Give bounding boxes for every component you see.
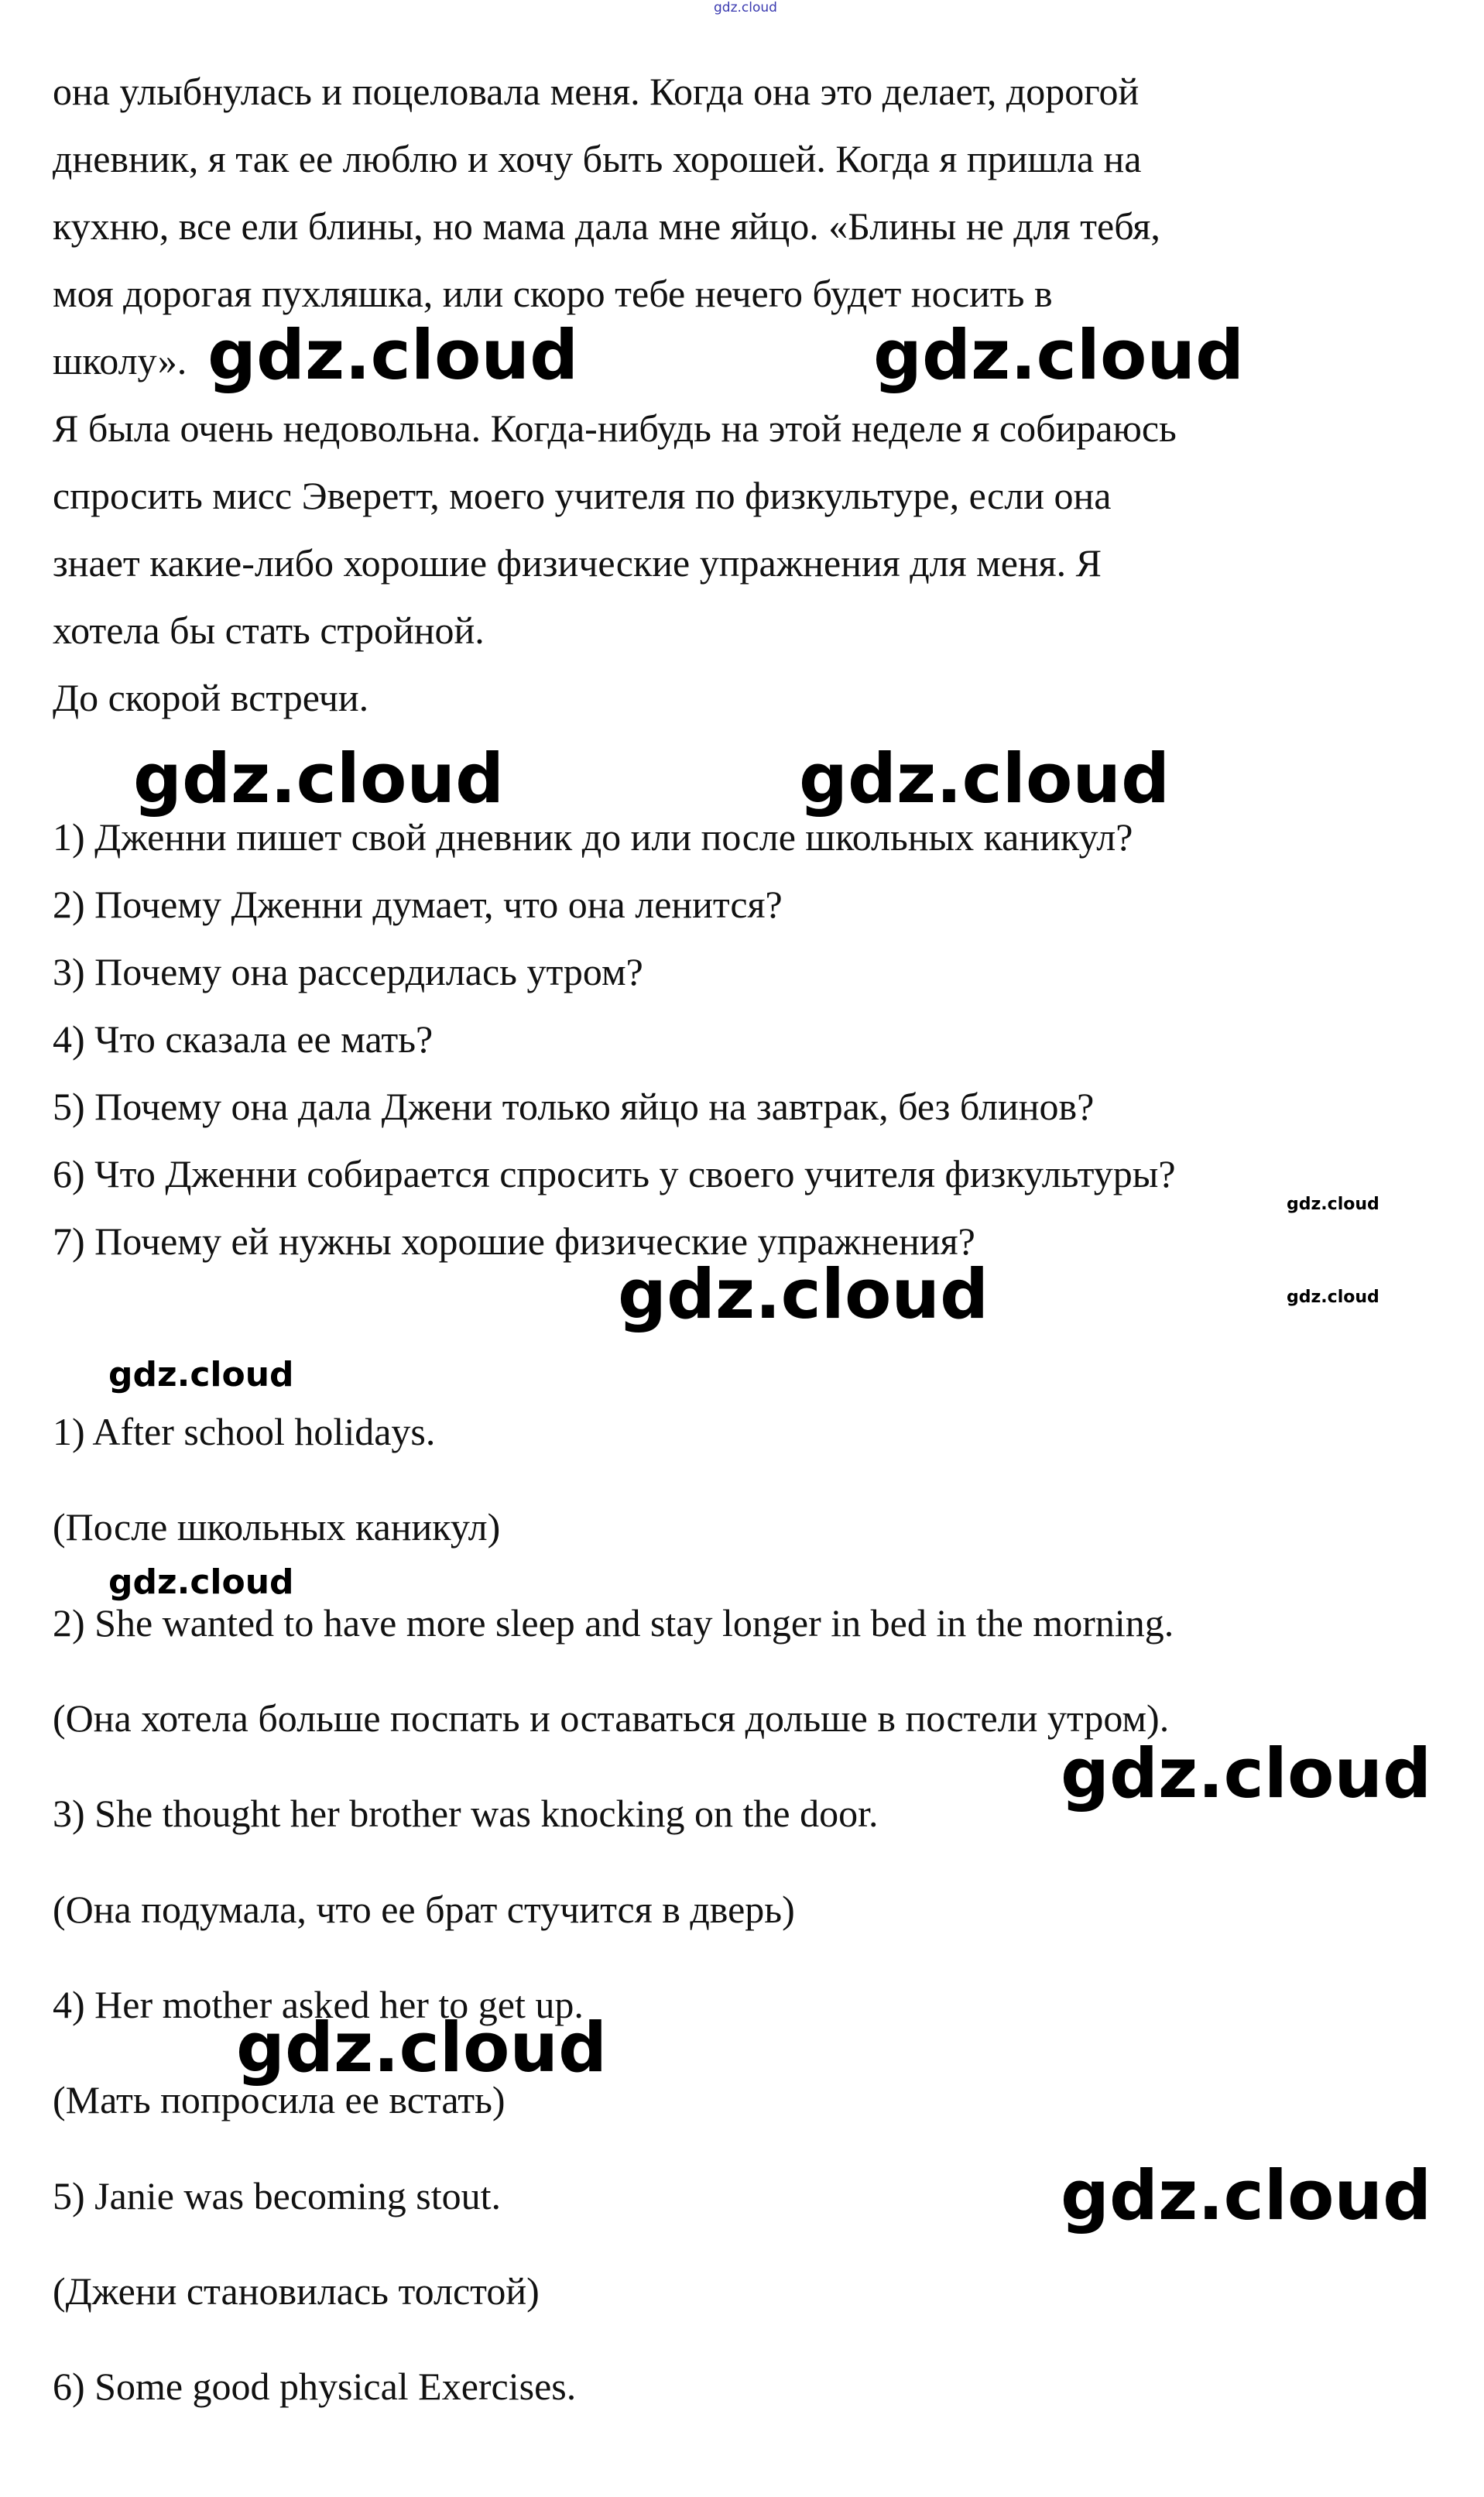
- story-line: хотела бы стать стройной.: [53, 609, 485, 652]
- story-line: Я была очень недовольна. Когда-нибудь на этой неделе я собираюсь: [53, 406, 1177, 450]
- question-item: 5) Почему она дала Джени только яйцо на завтрак, без блинов?: [53, 1085, 1095, 1128]
- story-line: спросить мисс Эверетт, моего учителя по физкультуре, если она: [53, 474, 1112, 517]
- watermark-logo: gdz.cloud: [236, 2008, 608, 2087]
- watermark-top: gdz.cloud: [714, 0, 777, 15]
- question-item: 3) Почему она рассердилась утром?: [53, 950, 643, 993]
- watermark-logo: gdz.cloud: [1287, 1288, 1379, 1307]
- story-line: моя дорогая пухляшка, или скоро тебе нечего будет носить в: [53, 272, 1053, 315]
- watermark-logo: gdz.cloud: [133, 739, 505, 818]
- answer-english: 5) Janie was becoming stout.: [53, 2174, 502, 2217]
- story-line: кухню, все ели блины, но мама дала мне яйцо. «Блины не для тебя,: [53, 204, 1160, 248]
- story-line: До скорой встречи.: [53, 676, 369, 719]
- question-item: 1) Дженни пишет свой дневник до или после школьных каникул?: [53, 815, 1133, 859]
- answer-russian: (Она хотела больше поспать и оставаться дольше в постели утром).: [53, 1696, 1170, 1740]
- answer-english: 1) After school holidays.: [53, 1410, 436, 1453]
- answer-russian: (После школьных каникул): [53, 1505, 501, 1549]
- watermark-logo: gdz.cloud: [618, 1254, 989, 1334]
- watermark-logo: gdz.cloud: [108, 1355, 294, 1394]
- watermark-logo: gdz.cloud: [1287, 1195, 1379, 1214]
- question-item: 6) Что Дженни собирается спросить у своего учителя физкультуры?: [53, 1152, 1176, 1195]
- story-line: дневник, я так ее люблю и хочу быть хорошей. Когда я пришла на: [53, 137, 1142, 180]
- question-item: 7) Почему ей нужны хорошие физические упражнения?: [53, 1219, 975, 1263]
- answer-russian: (Она подумала, что ее брат стучится в дверь): [53, 1888, 795, 1931]
- question-item: 4) Что сказала ее мать?: [53, 1017, 434, 1061]
- answer-english: 2) She wanted to have more sleep and stay longer in bed in the morning.: [53, 1601, 1174, 1645]
- watermark-logo: gdz.cloud: [1061, 1734, 1432, 1813]
- question-item: 2) Почему Дженни думает, что она ленится?: [53, 883, 783, 926]
- watermark-logo: gdz.cloud: [1061, 2156, 1432, 2235]
- watermark-logo: gdz.cloud: [873, 315, 1245, 395]
- watermark-logo: gdz.cloud: [108, 1562, 294, 1602]
- watermark-logo: gdz.cloud: [207, 315, 579, 395]
- answer-russian: (Джени становилась толстой): [53, 2269, 540, 2313]
- story-line: школу».: [53, 339, 187, 382]
- answer-russian: (Мать попросила ее встать): [53, 2078, 506, 2121]
- answer-english: 3) She thought her brother was knocking on the door.: [53, 1792, 879, 1835]
- watermark-logo: gdz.cloud: [799, 739, 1170, 818]
- answer-english: 4) Her mother asked her to get up.: [53, 1983, 584, 2026]
- answer-english: 6) Some good physical Exercises.: [53, 2365, 577, 2408]
- story-line: она улыбнулась и поцеловала меня. Когда она это делает, дорогой: [53, 70, 1140, 113]
- story-line: знает какие-либо хорошие физические упражнения для меня. Я: [53, 541, 1102, 585]
